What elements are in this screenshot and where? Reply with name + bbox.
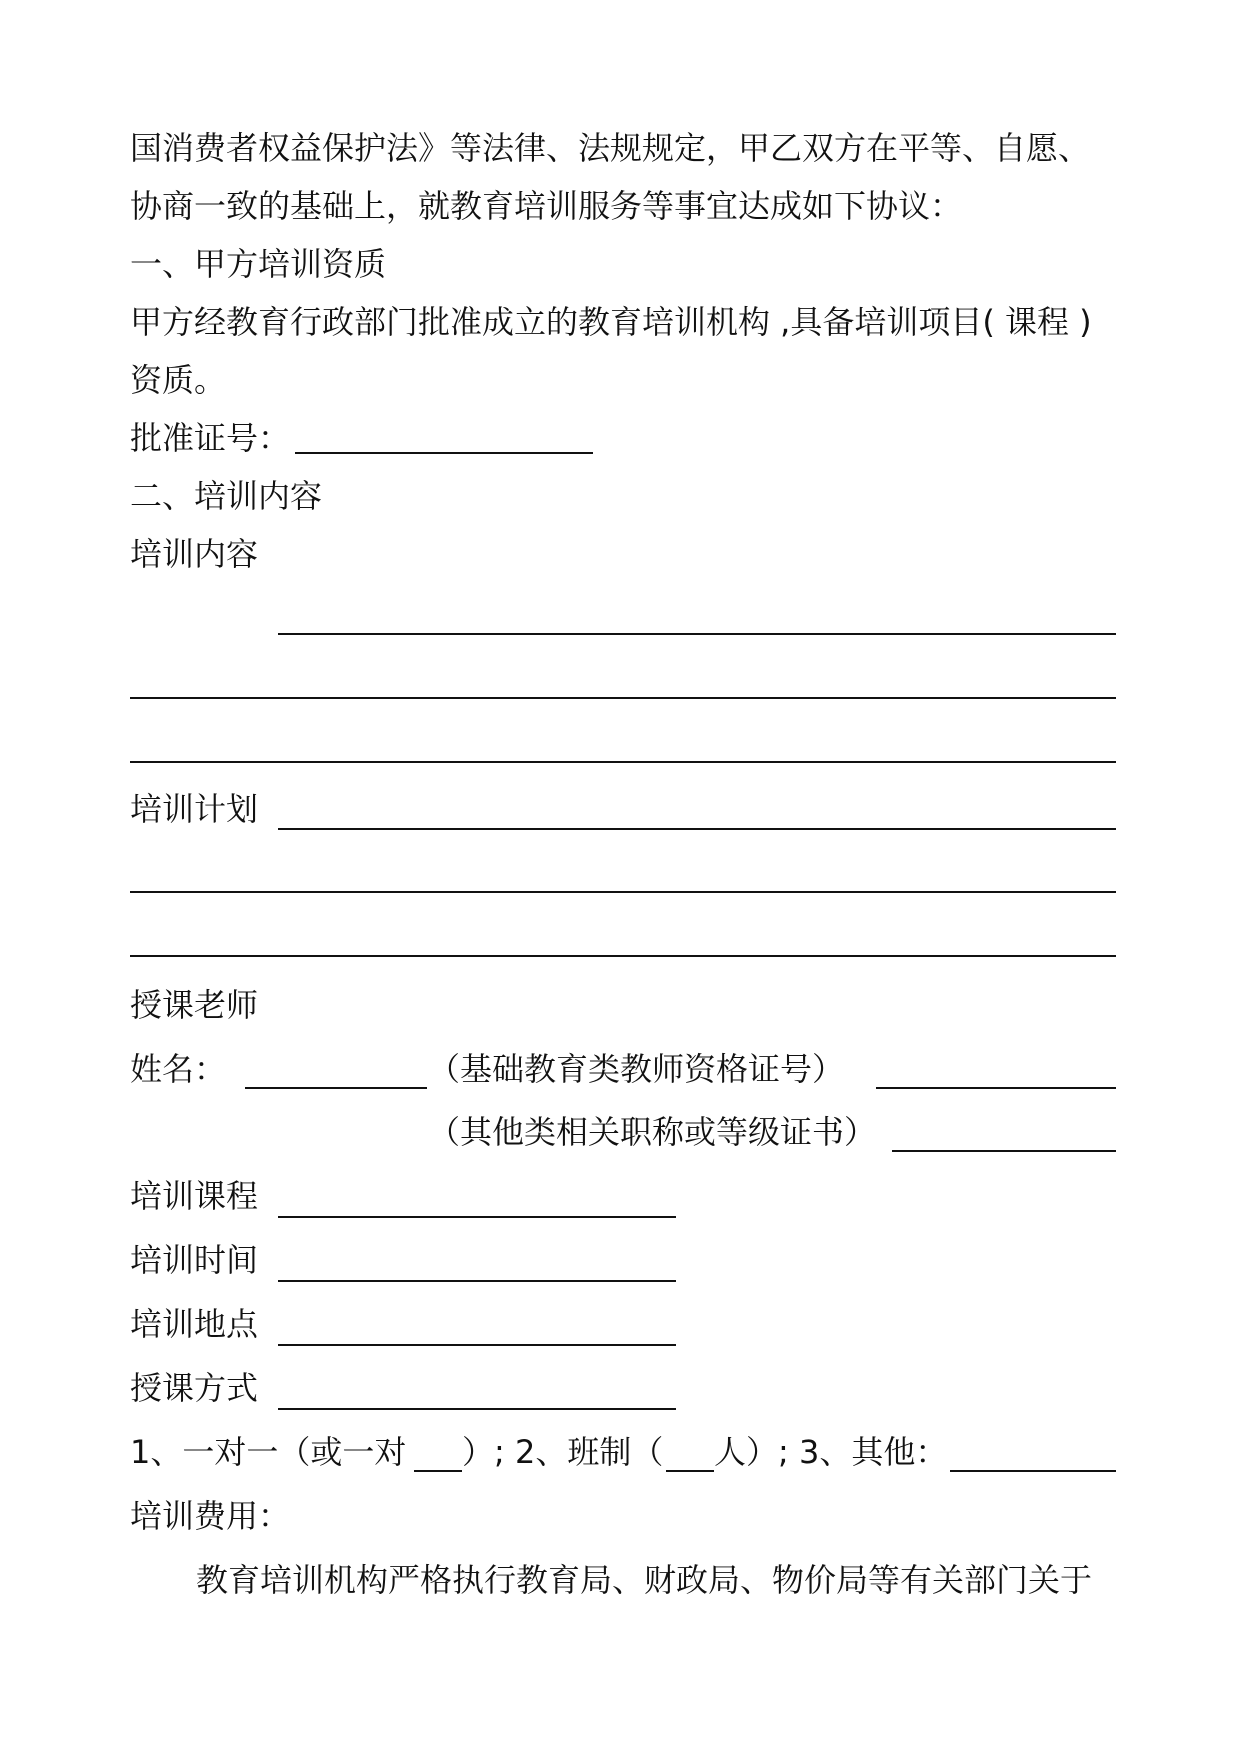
section2-heading: 二、培训内容 xyxy=(130,477,323,515)
content-blank-3[interactable] xyxy=(130,761,1116,763)
content-blank-1[interactable] xyxy=(278,633,1116,635)
content-blank-2[interactable] xyxy=(130,697,1116,699)
plan-blank-2[interactable] xyxy=(130,891,1116,893)
other-cert-blank[interactable] xyxy=(892,1150,1116,1152)
qualification-line-1: 甲方经教育行政部门批准成立的教育培训机构 ,具备培训项目( 课程 ) xyxy=(130,303,1092,341)
mode-blank[interactable] xyxy=(278,1408,676,1410)
basic-cert-label: （基础教育类教师资格证号） xyxy=(428,1050,845,1088)
mode-option-3: 人）; 3、其他： xyxy=(714,1433,948,1471)
name-label: 姓名： xyxy=(130,1050,227,1088)
basic-cert-blank[interactable] xyxy=(876,1087,1116,1089)
mode-label: 授课方式 xyxy=(130,1369,259,1407)
intro-line-2: 协商一致的基础上，就教育培训服务等事宜达成如下协议： xyxy=(130,187,963,225)
plan-blank-3[interactable] xyxy=(130,955,1116,957)
mode-option-2: ）; 2、班制（ xyxy=(462,1433,664,1471)
other-cert-label: （其他类相关职称或等级证书） xyxy=(428,1113,877,1151)
class-size-blank[interactable] xyxy=(666,1470,714,1472)
name-blank[interactable] xyxy=(245,1087,427,1089)
place-blank[interactable] xyxy=(278,1344,676,1346)
other-mode-blank[interactable] xyxy=(950,1470,1116,1472)
cert-number-blank[interactable] xyxy=(295,452,593,454)
course-blank[interactable] xyxy=(278,1216,676,1218)
qualification-line-2: 资质。 xyxy=(130,361,227,399)
fee-label: 培训费用： xyxy=(130,1497,291,1535)
cert-number-label: 批准证号： xyxy=(130,419,291,457)
course-label: 培训课程 xyxy=(130,1177,259,1215)
mode-option-1: 1、一对一（或一对 xyxy=(130,1433,407,1471)
fee-text: 教育培训机构严格执行教育局、财政局、物价局等有关部门关于 xyxy=(196,1561,1093,1599)
teacher-label: 授课老师 xyxy=(130,986,259,1024)
time-blank[interactable] xyxy=(278,1280,676,1282)
one-to-n-blank[interactable] xyxy=(414,1470,462,1472)
time-label: 培训时间 xyxy=(130,1241,259,1279)
intro-line-1: 国消费者权益保护法》等法律、法规规定，甲乙双方在平等、自愿、 xyxy=(130,129,1091,167)
place-label: 培训地点 xyxy=(130,1305,259,1343)
plan-blank-1[interactable] xyxy=(278,828,1116,830)
content-label: 培训内容 xyxy=(130,535,259,573)
section1-heading: 一、甲方培训资质 xyxy=(130,245,387,283)
plan-label: 培训计划 xyxy=(130,790,259,828)
